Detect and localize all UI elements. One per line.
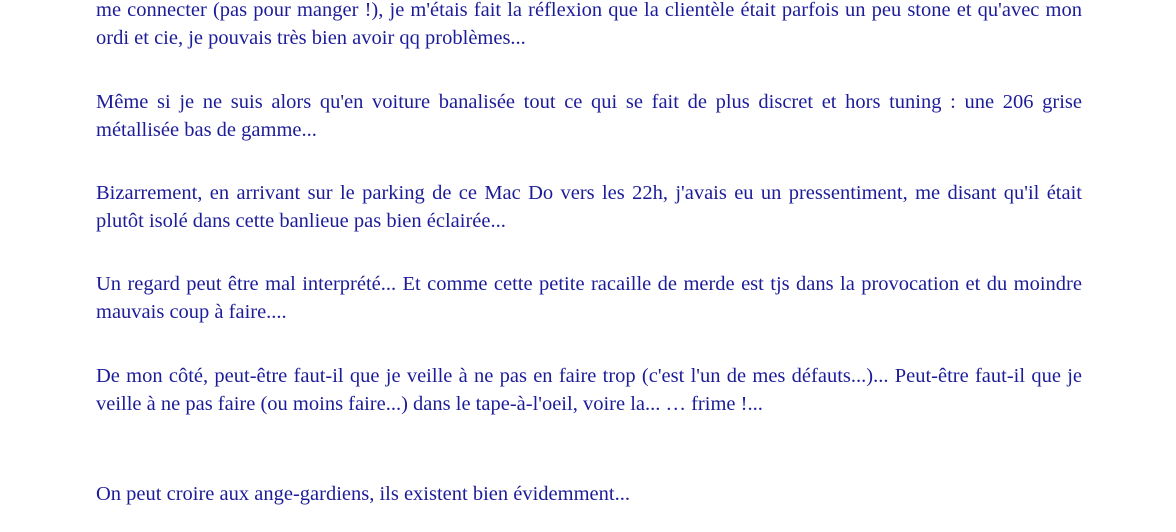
paragraph-2: Même si je ne suis alors qu'en voiture banalisée tout ce qui se fait de plus discret et hors tuning : une 206 grise métallisée bas de gamme... — [96, 91, 1082, 141]
paragraph-1: me connecter (pas pour manger !), je m'étais fait la réflexion que la clientèle était parfois un peu stone et qu'avec mon ordi et cie, je pouvais très bien avoir qq problèmes... — [96, 0, 1082, 49]
paragraph-3: Bizarrement, en arrivant sur le parking de ce Mac Do vers les 22h, j'avais eu un pressentiment, me disant qu'il était plutôt isolé dans cette banlieue pas bien éclairée... — [96, 182, 1082, 232]
paragraph-4: Un regard peut être mal interprété... Et comme cette petite racaille de merde est tjs dans la provocation et du moindre mauvais coup à faire.... — [96, 273, 1082, 323]
paragraph-5: De mon côté, peut-être faut-il que je veille à ne pas en faire trop (c'est l'un de mes défauts...)... Peut-être faut-il que je veille à ne pas faire (ou moins faire...) dans le tape-à-l'oeil, voire la... … frime !... — [96, 365, 1082, 415]
paragraph-6: On peut croire aux ange-gardiens, ils existent bien évidemment... — [96, 483, 630, 505]
